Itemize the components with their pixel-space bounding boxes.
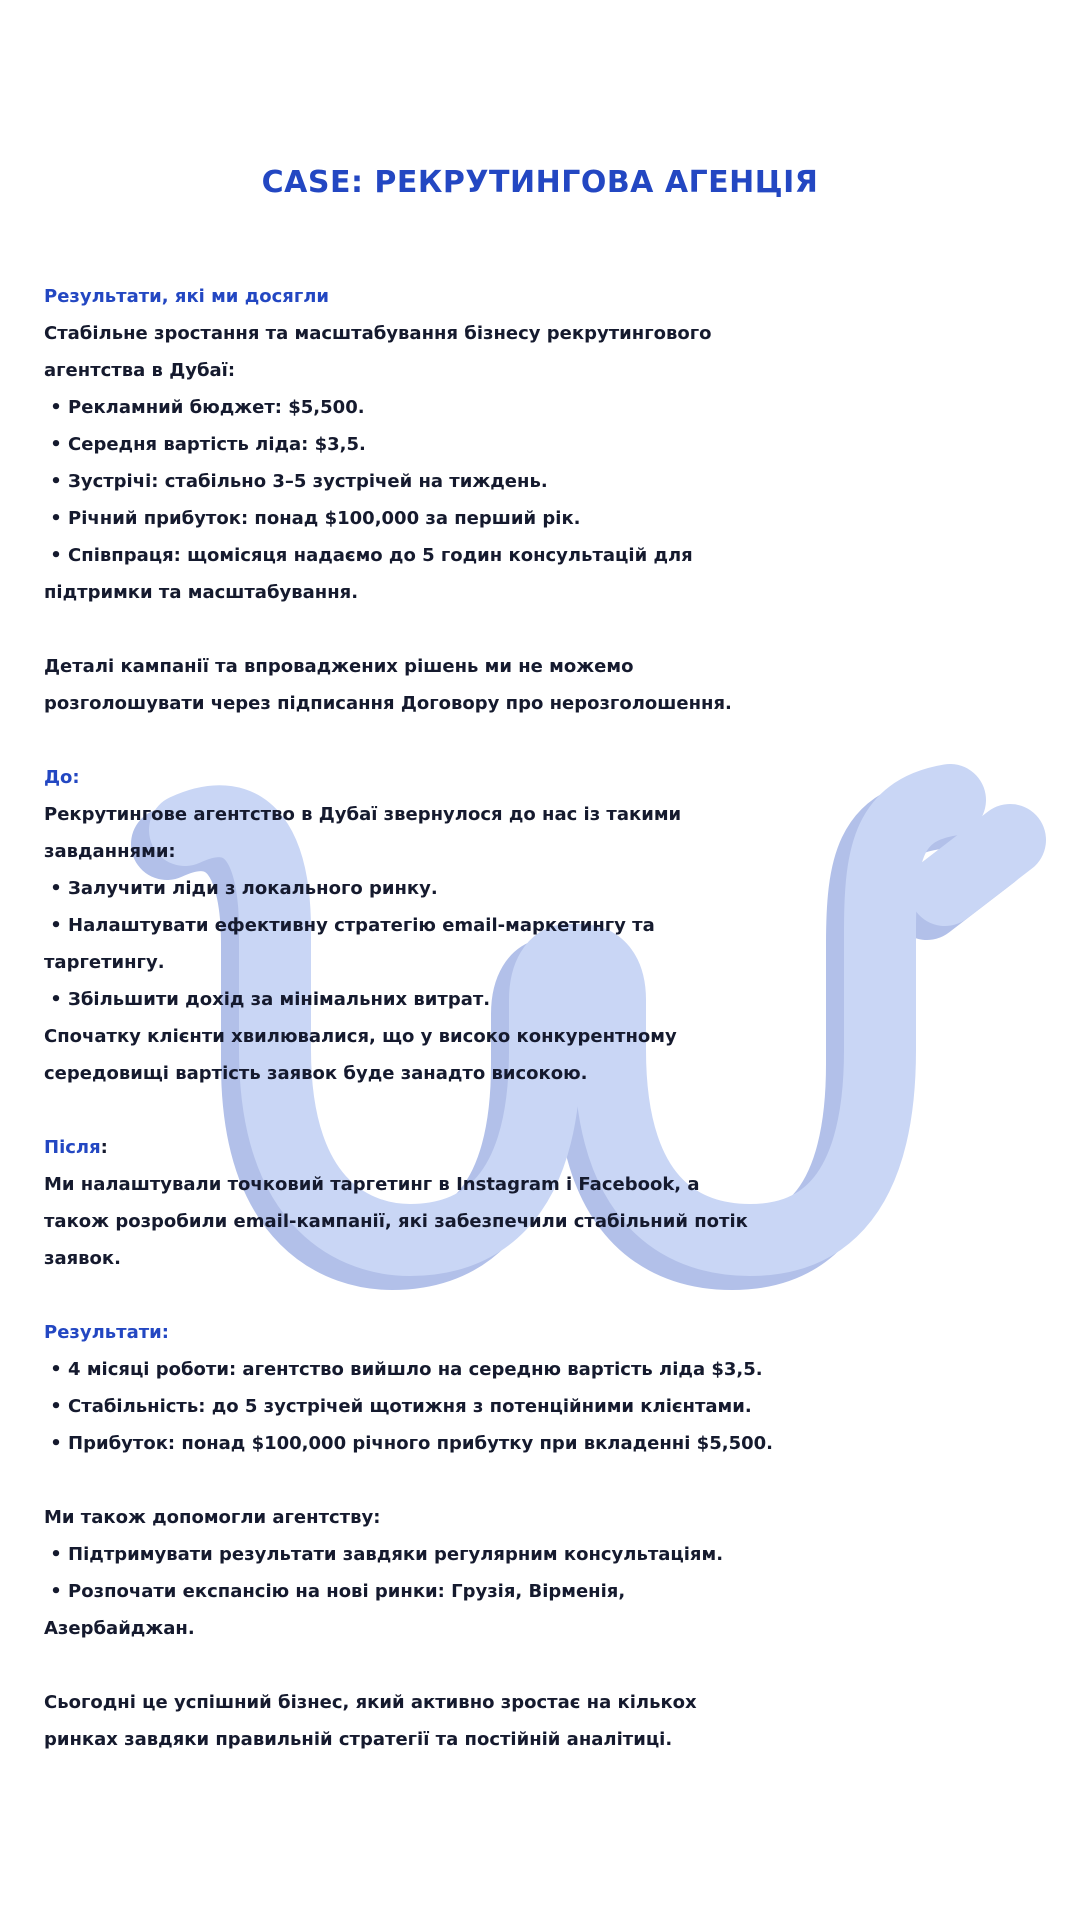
list-item: • Розпочати експансію на нові ринки: Грузія, Вірменія, [44, 1573, 1054, 1610]
results-intro-paragraph-line: агентства в Дубаї: [44, 360, 236, 381]
conclusion-line: ринках завдяки правильній стратегії та постійній аналітиці. [44, 1729, 673, 1750]
list-item-continuation: підтримки та масштабування. [44, 582, 359, 603]
list-item: • Налаштувати ефективну стратегію email-маркетингу та [44, 907, 1054, 944]
nda-section [44, 648, 1054, 722]
after-paragraph-line: заявок. [44, 1248, 121, 1269]
page-title: CASE: РЕКРУТИНГОВА АГЕНЦІЯ [261, 165, 819, 200]
nda-text-line: Деталі кампанії та впроваджених рішень ми не можемо [44, 656, 634, 677]
also-helped-intro: Ми також допомогли агентству: [44, 1507, 381, 1528]
after-heading-row [44, 1129, 1054, 1166]
conclusion-section [44, 1684, 1054, 1758]
results-intro-section [44, 278, 1054, 611]
results-intro-paragraph-line: Стабільне зростання та масштабування бізнесу рекрутингового [44, 323, 712, 344]
list-item: • Річний прибуток: понад $100,000 за перший рік. [44, 500, 1054, 537]
before-closing-line: Спочатку клієнти хвилювалися, що у високо конкурентному [44, 1026, 677, 1047]
before-heading: До: [44, 767, 80, 788]
results-heading: Результати: [44, 1322, 169, 1343]
after-heading-colon: : [100, 1137, 108, 1158]
after-section [44, 1129, 1054, 1277]
before-paragraph-line: Рекрутингове агентство в Дубаї звернулося до нас із такими [44, 804, 682, 825]
results-intro-heading: Результати, які ми досягли [44, 286, 330, 307]
list-item: • Співпраця: щомісяця надаємо до 5 годин консультацій для [44, 537, 1054, 574]
before-closing-line: середовищі вартість заявок буде занадто високою. [44, 1063, 588, 1084]
list-item: • Залучити ліди з локального ринку. [44, 870, 1054, 907]
list-item: • Стабільність: до 5 зустрічей щотижня з потенційними клієнтами. [44, 1388, 1054, 1425]
nda-text-line: розголошувати через підписання Договору про нерозголошення. [44, 693, 732, 714]
after-paragraph-line: також розробили email-кампанії, які забезпечили стабільний потік [44, 1211, 748, 1232]
list-item: • Зустрічі: стабільно 3–5 зустрічей на тиждень. [44, 463, 1054, 500]
before-paragraph-line: завданнями: [44, 841, 176, 862]
case-study-body [44, 278, 1054, 1795]
conclusion-line: Сьогодні це успішний бізнес, який активно зростає на кількох [44, 1692, 697, 1713]
list-item: • Прибуток: понад $100,000 річного прибутку при вкладенні $5,500. [44, 1425, 1054, 1462]
before-section [44, 759, 1054, 1092]
after-heading: Після [44, 1137, 101, 1158]
list-item-continuation: таргетингу. [44, 952, 165, 973]
list-item: • Збільшити дохід за мінімальних витрат. [44, 981, 1054, 1018]
list-item: • Рекламний бюджет: $5,500. [44, 389, 1054, 426]
results-section [44, 1314, 1054, 1462]
list-item: • Підтримувати результати завдяки регулярним консультаціям. [44, 1536, 1054, 1573]
after-paragraph-line: Ми налаштували точковий таргетинг в Instagram і Facebook, а [44, 1174, 700, 1195]
list-item: • 4 місяці роботи: агентство вийшло на середню вартість ліда $3,5. [44, 1351, 1054, 1388]
list-item-continuation: Азербайджан. [44, 1618, 195, 1639]
also-helped-section [44, 1499, 1054, 1647]
list-item: • Середня вартість ліда: $3,5. [44, 426, 1054, 463]
